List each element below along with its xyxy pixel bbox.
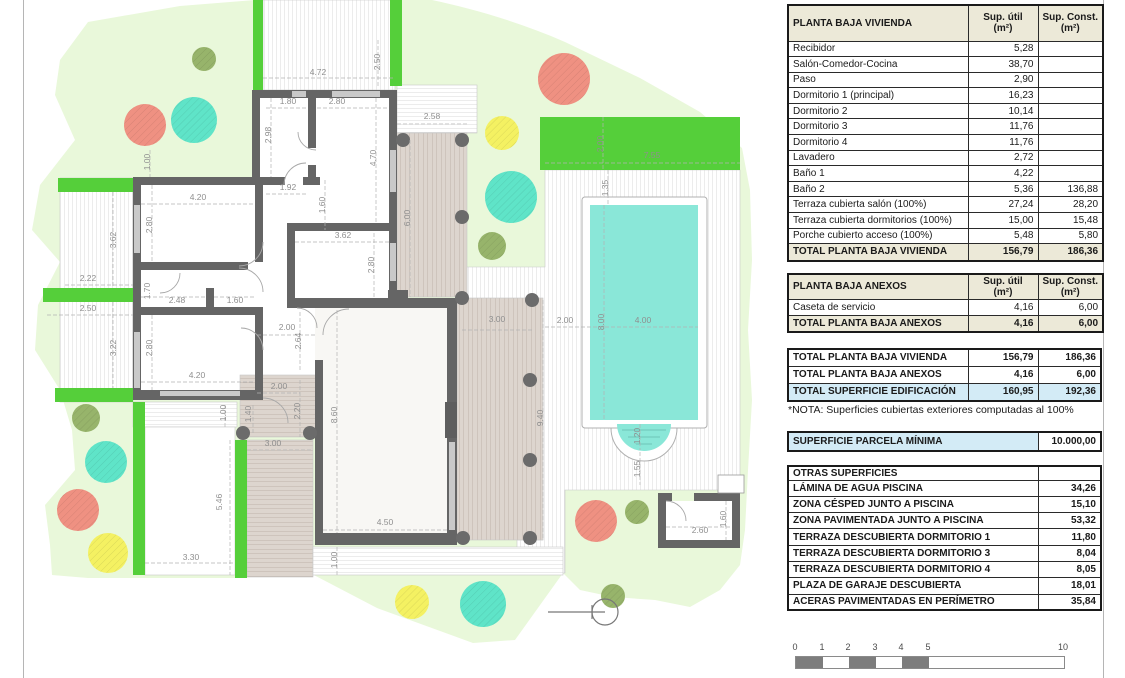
svg-text:1.00: 1.00 <box>218 404 228 422</box>
table-header-row <box>788 274 1103 299</box>
table-row <box>788 150 1103 166</box>
svg-text:2.80: 2.80 <box>366 256 376 274</box>
sup-const-value <box>1038 41 1103 57</box>
summary-sup-const: 192,36 <box>1038 384 1101 401</box>
total-sup-const: 186,36 <box>1038 244 1103 261</box>
table-row <box>788 88 1103 104</box>
room-name: Dormitorio 2 <box>788 103 968 119</box>
room-name: Porche cubierto acceso (100%) <box>788 228 968 244</box>
svg-text:1.35: 1.35 <box>600 179 610 197</box>
svg-text:2.50: 2.50 <box>79 303 97 313</box>
sup-util-value: 5,28 <box>968 41 1038 57</box>
empty-cell <box>1038 466 1101 480</box>
total-sup-util: 156,79 <box>968 244 1038 261</box>
svg-text:3.00: 3.00 <box>264 438 282 448</box>
sheet-border-left <box>23 0 24 678</box>
svg-text:1.40: 1.40 <box>243 405 253 423</box>
otras-label: TERRAZA DESCUBIERTA DORMITORIO 1 <box>788 529 1038 545</box>
otras-row <box>788 561 1101 577</box>
svg-text:1.55: 1.55 <box>632 460 642 478</box>
svg-text:1.60: 1.60 <box>317 196 327 214</box>
sup-util-value: 5,36 <box>968 181 1038 197</box>
svg-text:4.20: 4.20 <box>188 370 206 380</box>
nota-text: *NOTA: Superficies cubiertas exteriores computadas al 100% <box>788 404 1074 416</box>
svg-text:4.00: 4.00 <box>634 315 652 325</box>
room-name: Baño 2 <box>788 181 968 197</box>
table-row <box>788 135 1103 151</box>
room-name: Baño 1 <box>788 166 968 182</box>
summary-sup-const: 186,36 <box>1038 349 1101 366</box>
sup-util-value: 27,24 <box>968 197 1038 213</box>
sup-util-value: 2,72 <box>968 150 1038 166</box>
table-title: PLANTA BAJA ANEXOS <box>788 274 968 299</box>
otras-value: 8,05 <box>1038 561 1101 577</box>
table-title: PLANTA BAJA VIVIENDA <box>788 5 968 41</box>
sup-const-value <box>1038 135 1103 151</box>
scale-tick: 3 <box>872 642 878 652</box>
otras-row <box>788 513 1101 529</box>
sup-util-value: 5,48 <box>968 228 1038 244</box>
otras-row <box>788 578 1101 594</box>
svg-text:2.98: 2.98 <box>263 126 273 144</box>
svg-text:8.00: 8.00 <box>596 313 606 331</box>
sup-util-value: 16,23 <box>968 88 1038 104</box>
table-otras-superficies <box>787 465 1102 611</box>
room-name: Salón-Comedor-Cocina <box>788 57 968 73</box>
svg-text:1.92: 1.92 <box>279 182 297 192</box>
otras-header-row <box>788 466 1101 480</box>
col-sup-util: Sup. útil (m²) <box>968 5 1038 41</box>
svg-text:1.80: 1.80 <box>279 96 297 106</box>
svg-text:3.62: 3.62 <box>334 230 352 240</box>
svg-text:2.80: 2.80 <box>144 216 154 234</box>
summary-total-row <box>788 384 1101 401</box>
otras-label: ACERAS PAVIMENTADAS EN PERÍMETRO <box>788 594 1038 610</box>
total-label: TOTAL PLANTA BAJA ANEXOS <box>788 315 968 332</box>
parcela-row <box>788 432 1101 451</box>
parcela-value: 10.000,00 <box>1038 432 1101 451</box>
sup-const-value: 28,20 <box>1038 197 1103 213</box>
scale-tick: 4 <box>898 642 904 652</box>
svg-text:9.40: 9.40 <box>535 409 545 427</box>
room-name: Terraza cubierta salón (100%) <box>788 197 968 213</box>
sup-util-value: 38,70 <box>968 57 1038 73</box>
sup-const-value <box>1038 88 1103 104</box>
otras-value: 15,10 <box>1038 496 1101 512</box>
sup-util-value: 2,90 <box>968 72 1038 88</box>
svg-text:1.60: 1.60 <box>226 295 244 305</box>
svg-text:7.55: 7.55 <box>643 150 661 160</box>
sup-const-value <box>1038 57 1103 73</box>
otras-value: 8,04 <box>1038 545 1101 561</box>
otras-label: PLAZA DE GARAJE DESCUBIERTA <box>788 578 1038 594</box>
room-name: Paso <box>788 72 968 88</box>
terrace-ne-strip <box>397 85 477 133</box>
summary-sup-const: 6,00 <box>1038 366 1101 383</box>
sup-const-value <box>1038 72 1103 88</box>
otras-label: ZONA CÉSPED JUNTO A PISCINA <box>788 496 1038 512</box>
terrace-north-strip <box>263 0 395 90</box>
table-row <box>788 119 1103 135</box>
table-row <box>788 213 1103 229</box>
acera-south <box>313 547 563 575</box>
table-row <box>788 181 1103 197</box>
terraza-salon <box>457 298 543 540</box>
svg-text:4.20: 4.20 <box>189 192 207 202</box>
caseta-notch <box>718 475 744 493</box>
otras-value: 18,01 <box>1038 578 1101 594</box>
svg-text:2.48: 2.48 <box>168 295 186 305</box>
sup-util-value: 11,76 <box>968 135 1038 151</box>
table-row <box>788 72 1103 88</box>
svg-text:2.00: 2.00 <box>556 315 574 325</box>
svg-text:4.50: 4.50 <box>376 517 394 527</box>
table-planta-baja-anexos <box>787 273 1104 333</box>
summary-sup-util: 160,95 <box>968 384 1038 401</box>
svg-text:1.60: 1.60 <box>718 510 728 528</box>
svg-text:1.00: 1.00 <box>329 551 339 569</box>
table-summary <box>787 348 1102 402</box>
otras-label: ZONA PAVIMENTADA JUNTO A PISCINA <box>788 513 1038 529</box>
otras-row <box>788 594 1101 610</box>
sup-const-value <box>1038 150 1103 166</box>
table-row <box>788 299 1103 315</box>
scale-tick: 0 <box>792 642 798 652</box>
svg-text:6.00: 6.00 <box>402 209 412 227</box>
scale-bar <box>792 642 1069 669</box>
table-row <box>788 57 1103 73</box>
sup-const-value: 136,88 <box>1038 181 1103 197</box>
table-row <box>788 197 1103 213</box>
summary-row <box>788 366 1101 383</box>
svg-text:2.64: 2.64 <box>293 332 303 350</box>
svg-text:2.80: 2.80 <box>328 96 346 106</box>
table-total-row <box>788 315 1103 332</box>
scale-tick: 2 <box>845 642 851 652</box>
pool-water <box>590 205 698 420</box>
parcela-label: SUPERFICIE PARCELA MÍNIMA <box>788 432 1038 451</box>
svg-text:3.22: 3.22 <box>108 339 118 357</box>
svg-text:2.50: 2.50 <box>372 53 382 71</box>
otras-title: OTRAS SUPERFICIES <box>788 466 1038 480</box>
room-name: Terraza cubierta dormitorios (100%) <box>788 213 968 229</box>
svg-text:2.58: 2.58 <box>423 111 441 121</box>
scale-tick: 1 <box>819 642 825 652</box>
svg-text:2.22: 2.22 <box>79 273 97 283</box>
otras-label: TERRAZA DESCUBIERTA DORMITORIO 3 <box>788 545 1038 561</box>
svg-text:2.00: 2.00 <box>270 381 288 391</box>
sup-const-value <box>1038 119 1103 135</box>
svg-text:2.60: 2.60 <box>691 525 709 535</box>
otras-row <box>788 496 1101 512</box>
sup-const-value <box>1038 103 1103 119</box>
svg-text:2.20: 2.20 <box>292 402 302 420</box>
svg-text:3.00: 3.00 <box>488 314 506 324</box>
summary-label: TOTAL PLANTA BAJA ANEXOS <box>788 366 968 383</box>
summary-row <box>788 349 1101 366</box>
scale-bar-numbers <box>792 642 1069 654</box>
room-name: Dormitorio 4 <box>788 135 968 151</box>
col-sup-const: Sup. Const. (m²) <box>1038 274 1103 299</box>
zona-pavimentada <box>247 440 313 577</box>
room-name: Dormitorio 3 <box>788 119 968 135</box>
svg-text:1.00: 1.00 <box>142 153 152 171</box>
svg-text:1.70: 1.70 <box>142 282 152 300</box>
room-name: Lavadero <box>788 150 968 166</box>
otras-value: 11,80 <box>1038 529 1101 545</box>
sup-util-value: 10,14 <box>968 103 1038 119</box>
otras-row <box>788 545 1101 561</box>
otras-value: 35,84 <box>1038 594 1101 610</box>
room-name: Caseta de servicio <box>788 299 968 315</box>
summary-label: TOTAL PLANTA BAJA VIVIENDA <box>788 349 968 366</box>
svg-text:1.20: 1.20 <box>632 427 642 445</box>
table-row <box>788 166 1103 182</box>
summary-sup-util: 156,79 <box>968 349 1038 366</box>
sup-util-value: 4,22 <box>968 166 1038 182</box>
table-row <box>788 103 1103 119</box>
svg-text:3.30: 3.30 <box>182 552 200 562</box>
table-total-row <box>788 244 1103 261</box>
sup-const-value: 5,80 <box>1038 228 1103 244</box>
total-sup-util: 4,16 <box>968 315 1038 332</box>
sup-util-value: 4,16 <box>968 299 1038 315</box>
total-label: TOTAL PLANTA BAJA VIVIENDA <box>788 244 968 261</box>
svg-text:2.80: 2.80 <box>144 339 154 357</box>
sup-const-value: 6,00 <box>1038 299 1103 315</box>
scale-bar-ruler <box>795 656 1065 669</box>
table-row <box>788 41 1103 57</box>
svg-text:4.70: 4.70 <box>368 149 378 167</box>
summary-sup-util: 4,16 <box>968 366 1038 383</box>
sup-util-value: 11,76 <box>968 119 1038 135</box>
otras-label: LÁMINA DE AGUA PISCINA <box>788 480 1038 496</box>
col-sup-util: Sup. útil (m²) <box>968 274 1038 299</box>
otras-label: TERRAZA DESCUBIERTA DORMITORIO 4 <box>788 561 1038 577</box>
svg-text:4.72: 4.72 <box>309 67 327 77</box>
summary-label: TOTAL SUPERFICIE EDIFICACIÓN <box>788 384 968 401</box>
otras-row <box>788 529 1101 545</box>
col-sup-const: Sup. Const. (m²) <box>1038 5 1103 41</box>
svg-text:2.00: 2.00 <box>595 135 605 153</box>
table-parcela-minima <box>787 431 1102 452</box>
svg-text:3.62: 3.62 <box>108 231 118 249</box>
svg-text:2.00: 2.00 <box>278 322 296 332</box>
table-planta-baja-vivienda <box>787 4 1104 262</box>
sup-util-value: 15,00 <box>968 213 1038 229</box>
sup-const-value: 15,48 <box>1038 213 1103 229</box>
otras-value: 34,26 <box>1038 480 1101 496</box>
otras-row <box>788 480 1101 496</box>
total-sup-const: 6,00 <box>1038 315 1103 332</box>
table-row <box>788 228 1103 244</box>
scale-tick: 5 <box>925 642 931 652</box>
sup-const-value <box>1038 166 1103 182</box>
svg-text:5.46: 5.46 <box>214 493 224 511</box>
svg-text:8.60: 8.60 <box>329 406 339 424</box>
room-name: Recibidor <box>788 41 968 57</box>
scale-tick: 10 <box>1057 642 1069 652</box>
table-header-row <box>788 5 1103 41</box>
otras-value: 53,32 <box>1038 513 1101 529</box>
room-name: Dormitorio 1 (principal) <box>788 88 968 104</box>
